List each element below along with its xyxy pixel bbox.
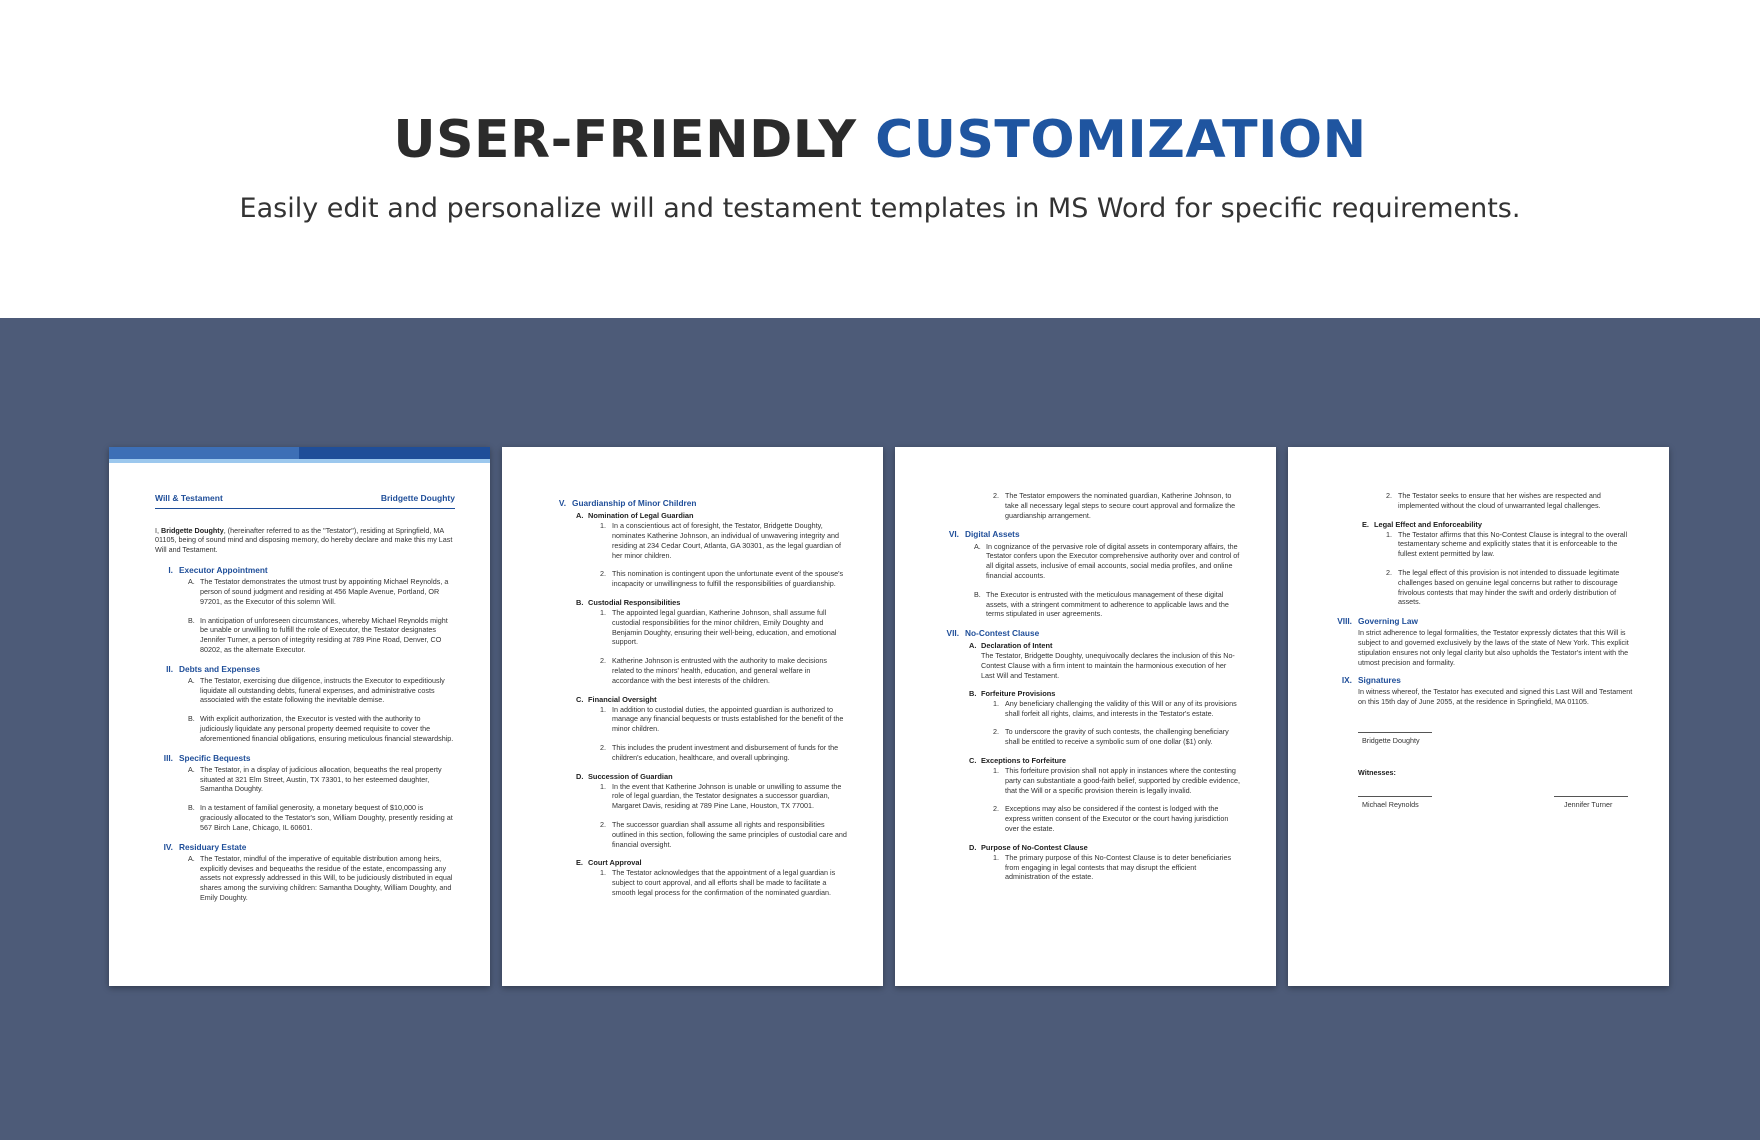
- section-title: No-Contest Clause: [965, 628, 1040, 639]
- item-text: The Testator affirms that this No-Contest Clause is integral to the overall testamentary scheme and explicitly states that it is enforceable to the fullest extent permitted by law.: [1398, 529, 1628, 559]
- subsection-marker: A.: [576, 511, 584, 521]
- section-number: IV.: [163, 841, 173, 852]
- witness-name: Michael Reynolds: [1358, 796, 1432, 810]
- subsection-heading: [576, 598, 848, 608]
- item-text: The primary purpose of this No-Contest Clause is to deter beneficiaries from engaging in legal contests that may disrupt the efficient administration of the estate.: [1005, 852, 1232, 882]
- item-marker: 2.: [1386, 491, 1392, 500]
- subsection-marker: B.: [969, 688, 977, 698]
- item-text: The Executor is entrusted with the meticulous management of these digital assets, with a stringent commitment to adherence to applicable laws and the terms stipulated in user agreements.: [986, 589, 1229, 619]
- item-text: The successor guardian shall assume all rights and responsibilities outlined in this section, following the same principles of custodial care and financial oversight.: [612, 819, 847, 849]
- subsection-marker: E.: [1362, 519, 1369, 529]
- hero-title-part1: USER-FRIENDLY: [393, 110, 857, 170]
- subsection: [576, 511, 848, 589]
- section-guardianship: [548, 498, 848, 898]
- item-text: In cognizance of the pervasive role of digital assets in contemporary affairs, the Testator confers upon the Executor comprehensive authority over and control of all digital assets, inclusive of email accounts, social media profiles, and online financial accounts.: [986, 541, 1240, 580]
- list-item: [1386, 530, 1634, 559]
- item-marker: 2.: [993, 491, 999, 500]
- list-item: [600, 656, 848, 685]
- subsection-title: Exceptions to Forfeiture: [981, 755, 1067, 765]
- document-page-2: [502, 447, 883, 986]
- section-number: II.: [166, 663, 173, 674]
- section-number: I.: [168, 564, 173, 575]
- item-marker: 1.: [993, 766, 999, 776]
- section-number: V.: [558, 498, 566, 508]
- list-item: [600, 608, 848, 647]
- item-marker: 2.: [600, 656, 606, 666]
- subsection-heading: [969, 689, 1241, 699]
- section-heading: [155, 664, 455, 675]
- page-header: [155, 493, 455, 509]
- subsection-marker: D.: [576, 771, 584, 781]
- subsection-heading: [576, 695, 848, 705]
- list-item: [993, 853, 1241, 882]
- list-item: [600, 868, 848, 897]
- subsection: [576, 598, 848, 686]
- signature-block: [1358, 732, 1634, 809]
- item-marker: A.: [974, 541, 981, 551]
- subsection: [969, 756, 1241, 834]
- intro-name: Bridgette Doughty: [161, 525, 224, 535]
- list-item: [993, 766, 1241, 795]
- subsection-title: Court Approval: [588, 858, 642, 868]
- subsection-heading: [576, 511, 848, 521]
- item-marker: B.: [188, 714, 195, 724]
- item-text: The Testator, exercising due diligence, instructs the Executor to expeditiously liquidate all outstanding debts, funeral expenses, and administrative costs associated with the estate following the inevitable demise.: [200, 675, 445, 705]
- section-title: Signatures: [1358, 674, 1401, 685]
- item-text: In a conscientious act of foresight, the Testator, Bridgette Doughty, nominates Katherine Johnson, an individual of unwavering integrity and residing at 234 Cedar Court, Atlanta, GA 30301, as the legal guardian of her minor children.: [612, 521, 841, 560]
- item-text: This includes the prudent investment and disbursement of funds for the children's education, healthcare, and overall upbringing.: [612, 742, 839, 762]
- item-marker: B.: [188, 615, 195, 625]
- item-marker: A.: [188, 853, 195, 863]
- document-page-3: [895, 447, 1276, 986]
- subsection: [969, 689, 1241, 747]
- item-text: The Testator, mindful of the imperative of equitable distribution among heirs, explicitly devises and bequeaths the residue of the estate, encompassing any assets not expressly addressed in this Will, to be judiciously distributed in equal shares among the surviving children: Samantha Doughty, William Doughty, and Emily Doughty.: [200, 853, 453, 902]
- item-marker: 2.: [600, 819, 606, 829]
- subsection: [576, 695, 848, 763]
- section-no-contest: [941, 628, 1241, 882]
- list-item: [993, 491, 1241, 520]
- item-text: The Testator acknowledges that the appointment of a legal guardian is subject to court approval, and all efforts shall be made to facilitate a smooth legal process for the confirmation of the nominated guardian.: [612, 868, 836, 897]
- document-page-4: [1288, 447, 1669, 986]
- item-marker: A.: [188, 675, 195, 685]
- subsection-title: Custodial Responsibilities: [588, 598, 681, 608]
- list-item: [188, 676, 455, 705]
- list-item: [600, 782, 848, 811]
- intro-paragraph: [155, 526, 455, 555]
- list-item: [974, 542, 1241, 581]
- section: [155, 565, 455, 655]
- subsection-heading: [576, 858, 848, 868]
- item-text: In addition to custodial duties, the appointed guardian is authorized to manage any financial bequests or trusts established for the benefit of the minor children.: [612, 704, 844, 734]
- subsection: [576, 858, 848, 897]
- section-title: Residuary Estate: [179, 841, 247, 852]
- list-item: [993, 804, 1241, 833]
- subsection: [969, 641, 1241, 680]
- subsection-title: Succession of Guardian: [588, 771, 673, 781]
- item-marker: 2.: [600, 742, 606, 752]
- item-marker: B.: [188, 803, 195, 813]
- subsection-title: Purpose of No-Contest Clause: [981, 842, 1088, 852]
- subsection-marker: B.: [576, 598, 584, 608]
- list-item: [600, 705, 848, 734]
- item-text: The appointed legal guardian, Katherine Johnson, shall assume full custodial responsibilities for the minor children, Emily Doughty and Benjamin Doughty, ensuring their well-being, education, and emotional support.: [612, 608, 837, 647]
- item-marker: 2.: [993, 727, 999, 737]
- item-marker: 1.: [600, 781, 606, 791]
- item-text: Any beneficiary challenging the validity of this Will or any of its provisions shall forfeit all rights, claims, and interests in the Testator's estate.: [1005, 698, 1237, 718]
- subsection-title: Forfeiture Provisions: [981, 688, 1056, 698]
- section-digital-assets: [941, 529, 1241, 619]
- header-title: Will & Testament: [155, 493, 223, 503]
- subsection-marker: A.: [969, 641, 977, 651]
- section-number: III.: [163, 752, 173, 763]
- header-name: Bridgette Doughty: [380, 493, 455, 503]
- item-marker: 2.: [1386, 567, 1392, 577]
- item-marker: 1.: [993, 698, 999, 708]
- list-item: [188, 577, 455, 606]
- list-item: [600, 743, 848, 763]
- list-item: [1386, 568, 1634, 607]
- hero-title: [0, 110, 1760, 170]
- list-item: [600, 820, 848, 849]
- signer-name: Bridgette Doughty: [1358, 732, 1432, 746]
- item-text: The Testator empowers the nominated guardian, Katherine Johnson, to take all necessary legal steps to secure court approval and formalize the guardianship arrangement.: [1005, 491, 1236, 520]
- list-item: [188, 714, 455, 743]
- subsection-title: Declaration of Intent: [981, 641, 1053, 651]
- document-page-1: [109, 447, 490, 986]
- item-marker: 1.: [600, 521, 606, 531]
- subsection-marker: C.: [969, 755, 977, 765]
- hero-section: [0, 0, 1760, 318]
- section-heading: [155, 565, 455, 576]
- witness-row: [1358, 796, 1628, 810]
- intro-text: , (hereinafter referred to as the "Testator"), residing at Springfield, MA 01105, being of sound mind and disposing memory, do hereby declare and make this my Last Will and Testament.: [155, 525, 453, 555]
- item-text: With explicit authorization, the Executor is vested with the authority to judiciously liquidate any personal property deemed requisite to cover the aforementioned financial obligations, ensuring meticulous financial stewardship.: [200, 714, 454, 743]
- item-marker: 1.: [600, 868, 606, 878]
- subsection-text: The Testator, Bridgette Doughty, unequivocally declares the inclusion of this No-Contest Clause with a firm intent to maintain the harmonious execution of her Last Will and Testament.: [981, 651, 1235, 680]
- item-text: The Testator seeks to ensure that her wishes are respected and implemented without the cloud of unwarranted legal challenges.: [1398, 491, 1601, 510]
- section-text: In witness whereof, the Testator has executed and signed this Last Will and Testament on this 15th day of June 2055, at the residence in Springfield, MA 01105.: [1358, 686, 1633, 706]
- item-marker: 1.: [993, 852, 999, 862]
- list-item: [188, 803, 455, 832]
- item-marker: 2.: [600, 569, 606, 579]
- list-item: [188, 854, 455, 903]
- item-text: To underscore the gravity of such contests, the challenging beneficiary shall be entitled to receive a symbolic sum of one dollar ($1) only.: [1005, 727, 1229, 747]
- page-header-bar: [109, 447, 490, 463]
- section-text: In strict adherence to legal formalities, the Testator expressly dictates that this Will is subject to and governed exclusively by the laws of the state of New York. This explicit stipulation ensures not only legal clarity but also upholds the Testator's intent with the utmost precision and formality.: [1358, 628, 1629, 667]
- section-number: VIII.: [1337, 616, 1352, 627]
- section-title: Executor Appointment: [179, 564, 268, 575]
- list-item: [188, 765, 455, 794]
- section: [155, 664, 455, 744]
- section-number: IX.: [1341, 674, 1352, 685]
- section-title: Specific Bequests: [179, 752, 251, 763]
- list-item: [600, 569, 848, 589]
- item-marker: A.: [188, 764, 195, 774]
- section-signatures: [1334, 675, 1634, 707]
- list-item: [188, 616, 455, 655]
- item-text: The legal effect of this provision is not intended to dissuade legitimate challenges based on genuine legal concerns but rather to discourage frivolous contests that may hinder the swift and orderly distribution of assets.: [1398, 567, 1620, 607]
- witnesses-label: Witnesses:: [1358, 768, 1396, 778]
- list-item: [993, 699, 1241, 719]
- item-text: The Testator demonstrates the utmost trust by appointing Michael Reynolds, a person of sound judgment and residing at 456 Maple Avenue, Portland, OR 97201, as the Executor of this solemn Will.: [200, 577, 449, 606]
- section-heading: [155, 753, 455, 764]
- section: [155, 842, 455, 903]
- item-text: This nomination is contingent upon the unfortunate event of the spouse's incapacity or unwillingness to fulfill the responsibilities of guardianship.: [612, 569, 844, 589]
- item-text: Exceptions may also be considered if the contest is lodged with the express written consent of the Executor or the court having jurisdiction over the estate.: [1005, 804, 1229, 833]
- list-item: [993, 727, 1241, 747]
- section-heading: [155, 842, 455, 853]
- item-marker: 1.: [600, 704, 606, 714]
- subsection-marker: C.: [576, 694, 584, 704]
- section-governing-law: [1334, 616, 1634, 667]
- subsection-title: Financial Oversight: [588, 694, 657, 704]
- subsection-heading: [969, 843, 1241, 853]
- subsection-heading: [576, 772, 848, 782]
- section: [155, 753, 455, 833]
- section-title: Governing Law: [1358, 616, 1418, 627]
- subsection-title: Legal Effect and Enforceability: [1374, 519, 1483, 529]
- item-marker: 1.: [600, 608, 606, 618]
- subsection: [576, 772, 848, 850]
- item-text: In a testament of familial generosity, a monetary bequest of $10,000 is graciously allocated to the Testator's son, William Doughty, presently residing at 567 Birch Lane, Chicago, IL 60601.: [200, 803, 453, 832]
- subsection: [969, 843, 1241, 882]
- witness-name: Jennifer Turner: [1554, 796, 1628, 810]
- item-text: In anticipation of unforeseen circumstances, whereby Michael Reynolds might be unable or unwilling to fulfill the role of Executor, the Testator designates Jennifer Turner, a person of integrity residing at 789 Pine Road, Denver, CO 80202, as the alternate Executor.: [200, 615, 448, 654]
- subsection: [1362, 520, 1634, 608]
- section-title: Guardianship of Minor Children: [572, 498, 697, 508]
- subsection-heading: [969, 756, 1241, 766]
- item-text: This forfeiture provision shall not apply in instances where the contesting party can substantiate a good-faith belief, supported by credible evidence, that the Will or a specific provision therein is legally invalid.: [1005, 766, 1240, 795]
- hero-subtitle: Easily edit and personalize will and testament templates in MS Word for specific requirements.: [239, 193, 1521, 224]
- list-item: [1386, 491, 1634, 511]
- item-text: The Testator, in a display of judicious allocation, bequeaths the real property situated at 321 Elm Street, Austin, TX 73301, to her esteemed daughter, Samantha Doughty.: [200, 764, 442, 794]
- subsection-marker: E.: [576, 858, 583, 868]
- section-title: Digital Assets: [965, 529, 1020, 540]
- hero-title-part2: CUSTOMIZATION: [875, 110, 1367, 170]
- preview-band: [0, 318, 1760, 1140]
- subsection-title: Nomination of Legal Guardian: [588, 511, 694, 521]
- section-number: VI.: [948, 529, 959, 540]
- item-marker: 2.: [993, 804, 999, 814]
- item-text: In the event that Katherine Johnson is unable or unwilling to assume the role of legal guardian, the Testator designates a successor guardian, Margaret Davis, residing at 789 Pine Lane, Houston, TX 77001.: [612, 781, 842, 811]
- section-number: VII.: [946, 628, 959, 639]
- section-title: Debts and Expenses: [179, 663, 261, 674]
- item-text: Katherine Johnson is entrusted with the authority to make decisions related to the minors' health, education, and general welfare in accordance with the best interests of the children.: [612, 656, 827, 685]
- list-item: [974, 590, 1241, 619]
- intro-prefix: I,: [155, 525, 161, 535]
- item-marker: A.: [188, 577, 195, 587]
- item-marker: B.: [974, 589, 981, 599]
- subsection-marker: D.: [969, 842, 977, 852]
- item-marker: 1.: [1386, 529, 1392, 539]
- list-item: [600, 521, 848, 560]
